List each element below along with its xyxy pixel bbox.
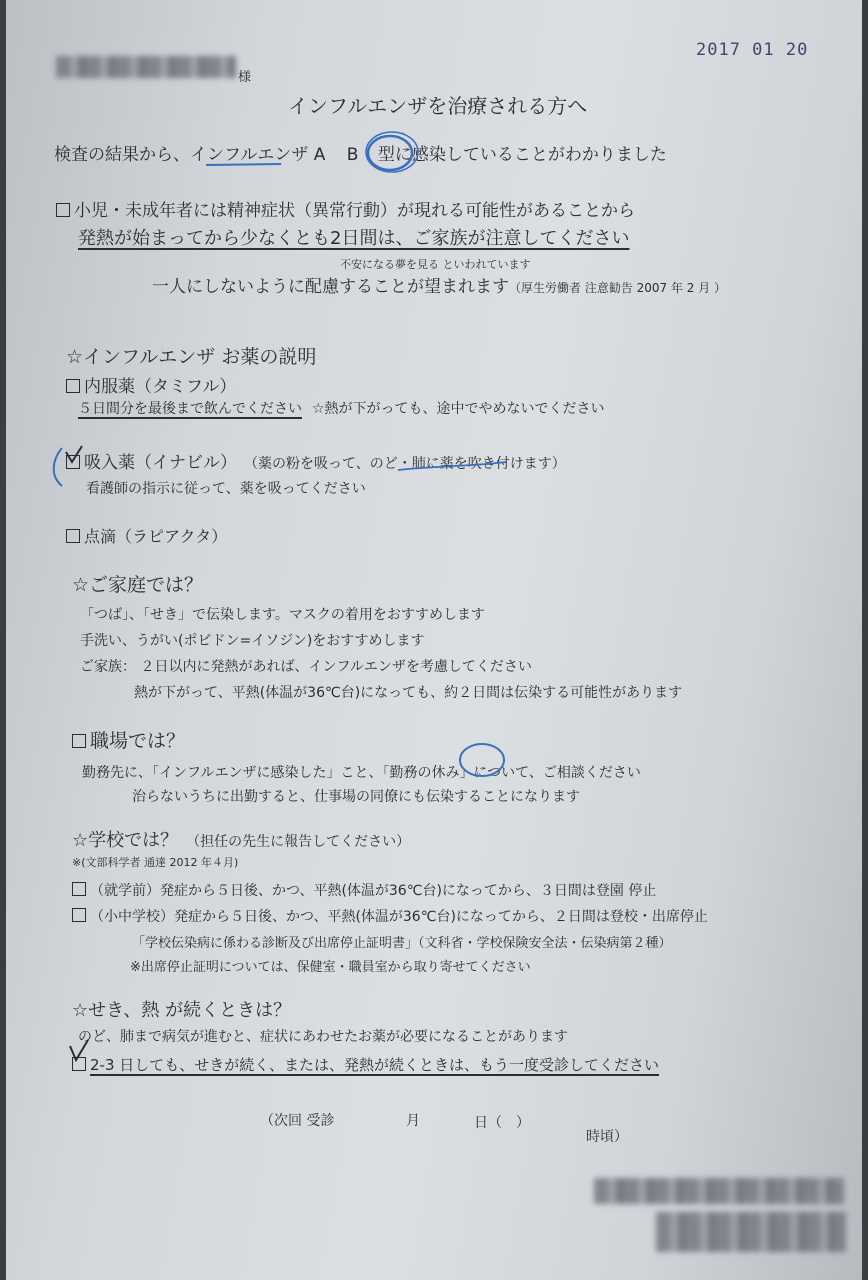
circle-mark-type-b bbox=[368, 136, 412, 170]
oral-medicine: 内服薬（タミフル） bbox=[66, 372, 236, 397]
patient-honorific: 様 bbox=[238, 70, 252, 85]
school-source: ※(文部科学者 通達 2012 年４月) bbox=[72, 856, 239, 869]
warning-line-2: 発熱が始まってから少なくとも2日間は、ご家族が注意してください bbox=[78, 228, 630, 249]
work-line-1: 勤務先に、「インフルエンザに感染した」こと、「勤務の休み」について、ご相談ください bbox=[82, 765, 641, 781]
school-certificate: 「学校伝染病に係わる診断及び出席停止証明書」（文科省・学校保険安全法・伝染病第２種） bbox=[132, 936, 672, 951]
cough-heading: ☆せき、熱 が続くときは？ bbox=[72, 1000, 292, 1021]
inhaled-instructions: 看護師の指示に従って、薬を吸ってください bbox=[86, 481, 366, 497]
document-sheet bbox=[6, 0, 862, 1280]
school-heading: ☆学校では？ （担任の先生に報告してください） bbox=[72, 830, 411, 851]
circle-mark-type-b-outer bbox=[366, 132, 418, 172]
home-line-1: 「つば」、「せき」で伝染します。マスクの着用をおすすめします bbox=[80, 607, 486, 623]
bracket-mark-inhaled bbox=[54, 448, 62, 486]
warning-line-3: 一人にしないように配慮することが望まれます（厚生労働者 注意勧告 2007 年 2 月 ） bbox=[152, 277, 727, 297]
cough-line-1: のど、肺まで病気が進むと、症状にあわせたお薬が必要になることがあります bbox=[78, 1029, 568, 1045]
check-mark-inhaled bbox=[66, 446, 82, 462]
date: 2017 01 20 bbox=[696, 40, 809, 60]
next-visit-time: 時頃） bbox=[586, 1129, 628, 1145]
warning-line-1: 小児・未成年者には精神症状（異常行動）が現れる可能性があることから bbox=[56, 196, 635, 221]
circle-mark-rest bbox=[460, 744, 504, 776]
medicine-heading: ☆インフルエンザ お薬の説明 bbox=[66, 346, 317, 368]
warning-small-note: 不安になる夢を見る といわれています bbox=[340, 258, 531, 271]
oral-instructions: ５日間分を最後まで飲んでください ☆熱が下がっても、途中でやめないでください bbox=[78, 401, 605, 417]
home-line-2: 手洗い、うがい(ポビドン=イソジン)をおすすめします bbox=[80, 633, 425, 649]
underline-lungs bbox=[398, 462, 506, 470]
work-heading: 職場では？ bbox=[72, 726, 185, 753]
home-heading: ☆ご家庭では？ bbox=[72, 574, 204, 596]
next-visit-label: （次回 受診 bbox=[260, 1113, 335, 1129]
home-line-4: 熱が下がって、平熱(体温が36℃台)になっても、約２日間は伝染する可能性があります bbox=[134, 685, 683, 701]
school-elementary: （小中学校）発症から５日後、かつ、平熱(体温が36℃台)になってから、２日間は登校・出席停止 bbox=[72, 906, 708, 926]
school-preschool: （就学前）発症から５日後、かつ、平熱(体温が36℃台)になってから、３日間は登園 停止 bbox=[72, 880, 656, 900]
type-b-circled: B bbox=[346, 145, 359, 165]
page-title: インフルエンザを治療される方へ bbox=[288, 94, 588, 118]
underline-influenza bbox=[206, 164, 281, 165]
school-certificate-note: ※出席停止証明については、保健室・職員室から取り寄せてください bbox=[130, 960, 531, 975]
check-mark-cough bbox=[70, 1040, 88, 1060]
inhaled-medicine: 吸入薬（イナビル） （薬の粉を吸って、のど・肺に薬を吹き付けます） bbox=[66, 448, 566, 473]
warning-source: （厚生労働者 注意勧告 2007 年 2 月 ） bbox=[509, 281, 727, 295]
cough-line-2: 2-3 日しても、せきが続く、または、発熱が続くときは、もう一度受診してください bbox=[72, 1054, 659, 1075]
drip-medicine: 点滴（ラピアクタ） bbox=[66, 524, 227, 547]
result-suffix: 型に感染していることがわかりました bbox=[377, 145, 667, 165]
pen-marks bbox=[6, 0, 862, 1280]
next-visit-month: 月 bbox=[406, 1113, 420, 1129]
work-line-2: 治らないうちに出勤すると、仕事場の同僚にも伝染することになります bbox=[132, 789, 580, 805]
home-line-3: ご家族： ２日以内に発熱があれば、インフルエンザを考慮してください bbox=[80, 659, 532, 675]
next-visit-day: 日（ ） bbox=[474, 1115, 530, 1131]
result-prefix: 検査の結果から、インフルエンザ A bbox=[54, 145, 326, 165]
